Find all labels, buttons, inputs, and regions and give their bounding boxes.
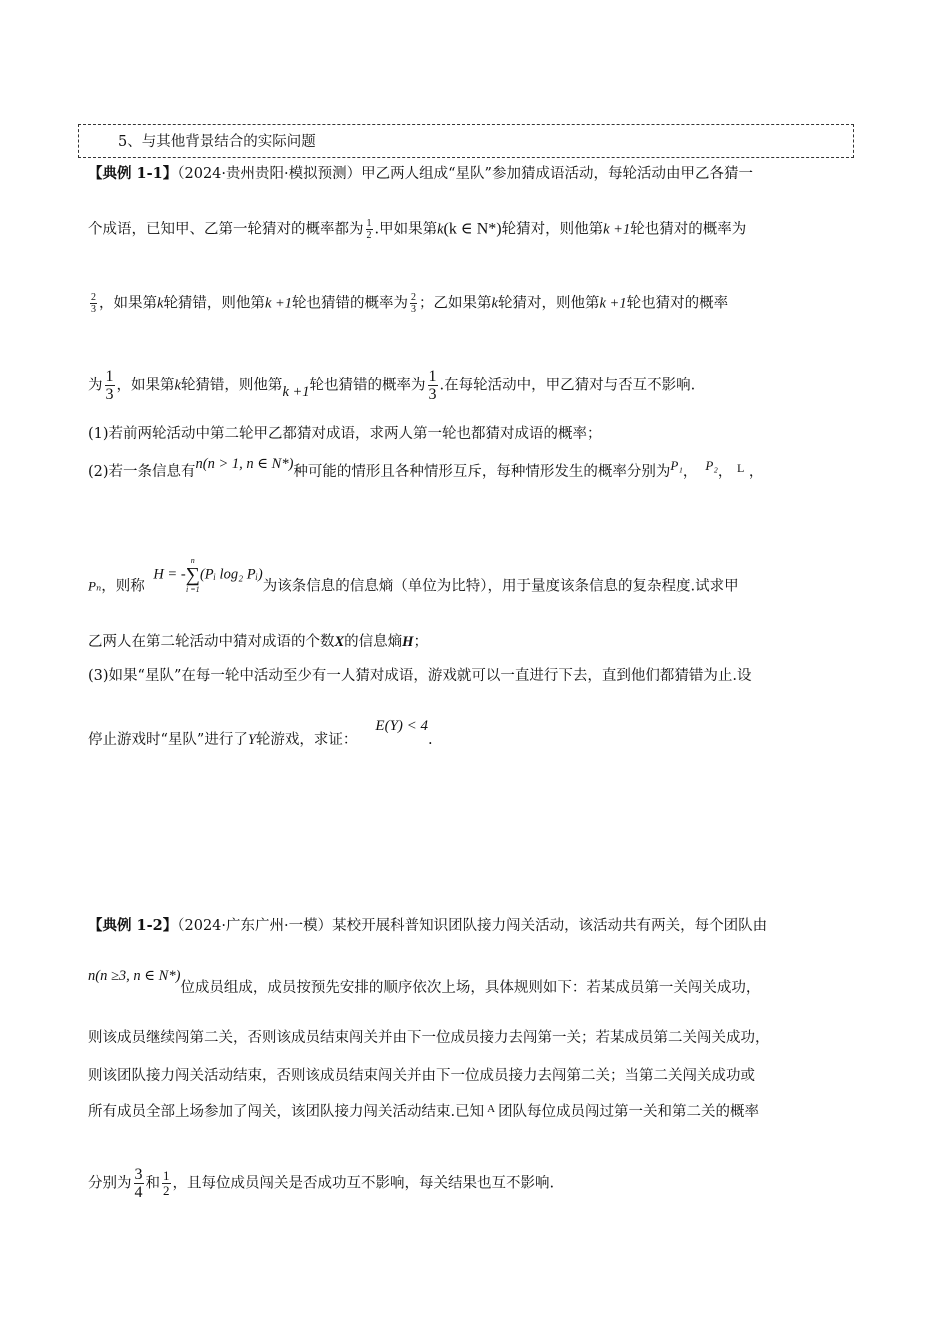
sum-symbol: n ∑ i =1 <box>185 556 200 594</box>
text: 位成员组成，成员按预先安排的顺序依次上场，具体规则如下：若某成员第一关闯关成功， <box>180 980 761 996</box>
ex1-question-2-line-1: (2)若一条信息有n(n > 1, n ∈ N*)种可能的情形且各种情形互斥，每种情形发生的概率分别为P₁， P₂， $^L$ ， <box>88 456 764 480</box>
text: 种可能的情形且各种情形互斥，每种情形发生的概率分别为 <box>293 464 671 480</box>
k-plus-1: k +1 <box>599 295 627 312</box>
h-lhs: H = - <box>153 566 186 583</box>
text: 轮猜错，则他第 <box>163 295 265 312</box>
ex1-line-1 <box>88 164 753 184</box>
ex1-question-2-line-2 <box>88 556 739 606</box>
den: 2 <box>163 1183 170 1198</box>
num: 2 <box>411 292 417 303</box>
p1: P₁ <box>670 458 683 473</box>
h-body: (Pᵢ log₂ Pᵢ) <box>199 566 263 583</box>
ex1-line-4 <box>88 368 695 403</box>
ex1-line-2 <box>88 218 746 241</box>
ex1-question-3-line-2 <box>88 718 433 750</box>
text: ，则称 <box>101 578 145 595</box>
frac-two-thirds <box>410 292 417 315</box>
text: ，且每位成员闯关是否成功互不影响，每关结果也互不影响. <box>172 1175 555 1192</box>
text: .甲如果第 <box>374 221 438 238</box>
ex2-tag: 【典例 1-2】 <box>88 917 178 934</box>
num: 1 <box>105 368 114 385</box>
text: 的信息熵 <box>344 634 403 650</box>
text: (2)若一条信息有 <box>88 464 196 480</box>
text: ，如果第 <box>99 295 157 312</box>
text: 停止游戏时“星队”进行了 <box>88 732 248 748</box>
text: 轮也猜对的概率 <box>626 295 729 312</box>
num: 1 <box>163 1168 170 1183</box>
ex1-question-1: (1)若前两轮活动中第二轮甲乙都猜对成语，求两人第一轮也都猜对成语的概率； <box>88 426 602 442</box>
text: 和 <box>145 1175 160 1192</box>
text: 为 <box>88 377 103 394</box>
den: 2 <box>366 230 372 241</box>
text: 轮游戏，求证： <box>255 732 358 748</box>
var-k: k <box>437 221 444 238</box>
num: 2 <box>91 292 96 303</box>
num: 1 <box>366 218 372 229</box>
text: 所有成员全部上场参加了闯关，该团队接力闯关活动结束.已知 <box>88 1104 485 1120</box>
var-y: Y <box>247 732 256 748</box>
var-x: X <box>334 634 345 650</box>
k-domain: (k ∈ N*) <box>443 220 502 238</box>
var-h: H <box>402 634 414 650</box>
ex2-line-4: 则该团队接力闯关活动结束，否则该成员结束闯关并由下一位成员接力去闯第二关；当第二关闯关成功或 <box>88 1068 755 1084</box>
frac-three-quarters <box>134 1166 144 1201</box>
den: 4 <box>134 1184 143 1201</box>
pn: Pₙ <box>88 578 102 594</box>
frac-third <box>105 368 115 403</box>
num: 1 <box>428 368 437 385</box>
var-k: k <box>157 295 164 312</box>
frac-third <box>428 368 438 403</box>
sum-top: n <box>190 556 195 565</box>
num: 3 <box>134 1166 143 1183</box>
var-k: k <box>174 377 181 394</box>
den: 3 <box>105 386 114 403</box>
ex2-line-2 <box>88 968 761 998</box>
text: 团队每位成员闯过第一关和第二关的概率 <box>498 1104 760 1120</box>
text: 乙两人在第二轮活动中猜对成语的个数 <box>88 634 335 650</box>
text: ；乙如果第 <box>419 295 492 312</box>
text: 个成语，已知甲、乙第一轮猜对的概率都为 <box>88 221 364 238</box>
text: 分别为 <box>88 1175 132 1192</box>
section-title: 5、与其他背景结合的实际问题 <box>118 134 316 150</box>
ex1-source: （2024·贵州贵阳·模拟预测） <box>177 166 362 182</box>
text: 某校开展科普知识团队接力闯关活动，该活动共有两关，每个团队由 <box>332 918 768 934</box>
text: 轮猜对，则他第 <box>497 295 600 312</box>
ex1-question-2-line-3 <box>88 632 428 652</box>
ex1-tag: 【典例 1-1】 <box>88 165 178 182</box>
text: 轮猜对，则他第 <box>501 221 604 238</box>
text: 甲乙两人组成“星队”参加猜成语活动，每轮活动由甲乙各猜一 <box>361 166 753 182</box>
text: . <box>428 732 433 748</box>
ex2-source: （2024·广东广州·一模） <box>177 918 333 934</box>
text: ，如果第 <box>116 377 175 394</box>
text: 为该条信息的信息熵（单位为比特），用于量度该条信息的复杂程度.试求甲 <box>262 578 739 595</box>
ex1-question-3-line-1: (3)如果“星队”在每一轮中活动至少有一人猜对成语，游戏就可以一直进行下去，直到他们都猜错为止.设 <box>88 668 752 684</box>
den: 3 <box>428 386 437 403</box>
den: 3 <box>91 304 96 315</box>
var-a: A <box>487 1103 496 1115</box>
text: ； <box>413 634 428 650</box>
text: 轮也猜错的概率为 <box>292 295 409 312</box>
text: 轮也猜错的概率为 <box>309 377 426 394</box>
n-condition: n(n ≥3, n ∈ N*) <box>88 968 181 984</box>
p2: P₂ <box>705 458 718 473</box>
text: 轮也猜对的概率为 <box>630 221 747 238</box>
text: .在每轮活动中，甲乙猜对与否互不影响. <box>439 377 696 394</box>
ex2-line-5 <box>88 1102 759 1123</box>
k-plus-1: k +1 <box>282 383 310 400</box>
frac-half <box>162 1169 171 1198</box>
sum-bottom: i =1 <box>185 585 200 594</box>
frac-two-thirds <box>90 292 97 315</box>
den: 3 <box>411 304 417 315</box>
k-plus-1: k +1 <box>603 221 631 238</box>
ex2-line-1 <box>88 916 767 936</box>
frac-half <box>366 218 373 241</box>
ex2-line-6 <box>88 1166 554 1201</box>
expectation-inequality: E(Y) < 4 <box>375 718 429 734</box>
ellipsis: L <box>736 461 745 475</box>
ex1-line-3 <box>88 292 728 315</box>
k-plus-1: k +1 <box>264 295 293 312</box>
entropy-formula <box>153 556 262 594</box>
var-k: k <box>491 295 498 312</box>
ex2-line-3: 则该成员继续闯第二关，否则该成员结束闯关并由下一位成员接力去闯第一关；若某成员第二关闯关成功， <box>88 1030 770 1046</box>
text: 轮猜错，则他第 <box>180 377 283 394</box>
n-condition: n(n > 1, n ∈ N*) <box>195 456 294 472</box>
